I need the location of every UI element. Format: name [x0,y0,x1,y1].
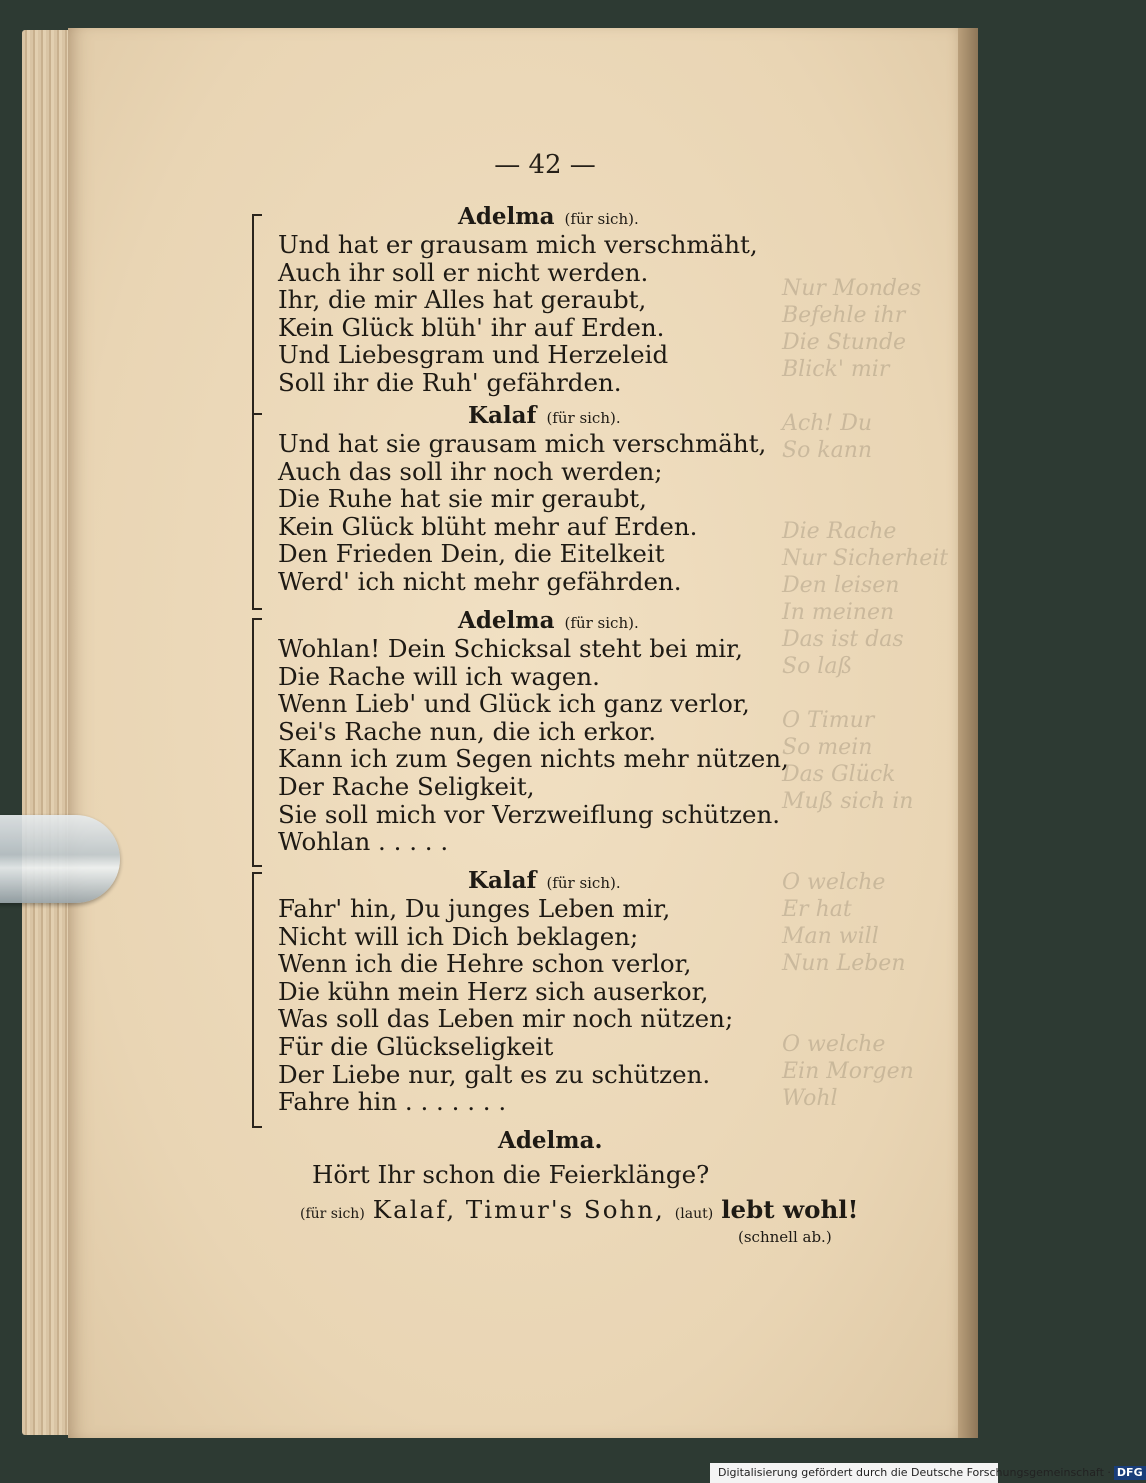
verse-line: Der Liebe nur, galt es zu schützen. [278,1059,711,1089]
brace-kalaf-2 [252,872,262,1128]
ghost-line: In meinen [782,600,895,625]
farewell: lebt wohl! [721,1195,859,1224]
ghost-line: Muß sich in [782,789,914,814]
verse-line: Ihr, die mir Alles hat geraubt, [278,285,647,315]
ghost-line: Wohl [782,1086,838,1111]
ghost-line: Das ist das [782,627,904,652]
ghost-line: Die Rache [782,519,897,544]
spaced-name: Kalaf, Timur's Sohn, [372,1195,665,1224]
stage-direction: (für sich). [564,210,639,228]
brace-kalaf-1 [252,413,262,610]
stage-direction: (für sich) [300,1206,365,1222]
ghost-line: Ach! Du [782,411,873,436]
verse-line: Fahre hin . . . . . . . [278,1087,507,1117]
ghost-line [782,1004,962,1031]
verse-line: Die kühn mein Herz sich auserkor, [278,976,709,1006]
verse-line: Sie soll mich vor Verzweiflung schützen. [278,799,781,829]
ghost-line: So mein [782,735,873,760]
speaker-name: Adelma [458,203,555,230]
verse-line: Für die Glückseligkeit [278,1032,554,1061]
verse-line: Wenn ich die Hehre schon verlor, [278,949,692,979]
ghost-line: O Timur [782,708,875,733]
verse-line: Kein Glück blüht mehr auf Erden. [278,511,698,541]
verse-line: Nicht will ich Dich beklagen; [278,921,639,951]
ghost-line: Nun Leben [782,951,906,976]
speaker-heading-final: Adelma. [498,1127,603,1154]
ghost-line: Das Glück [782,762,896,787]
verse-line: Wohlan! Dein Schicksal steht bei mir, [278,634,743,663]
brace-adelma-2 [252,618,262,867]
verse-line: Sei's Rache nun, die ich erkor. [278,716,657,746]
page-clip [0,815,120,903]
verse-line: Soll ihr die Ruh' gefährden. [278,368,622,397]
verse-line: Fahr' hin, Du junges Leben mir, [278,894,671,923]
ghost-line: O welche [782,1032,886,1057]
ghost-line: Ein Morgen [782,1059,914,1084]
verse-line-final-1: Hört Ihr schon die Feierklänge? [312,1160,710,1189]
stage-direction: (für sich). [546,409,621,427]
ghost-line: So laß [782,654,853,679]
speaker-heading [468,402,621,429]
ghost-line: Den leisen [782,573,900,598]
ghost-line [782,491,962,518]
digitization-footer [710,1463,1143,1483]
ghost-line [782,977,962,1004]
verse-line: Werd' ich nicht mehr gefährden. [278,567,682,596]
footer-text: Digitalisierung gefördert durch die Deutsche Forschungsgemeinschaft · [718,1466,1111,1479]
ghost-line: Befehle ihr [782,303,906,328]
verse-line: Die Rache will ich wagen. [278,661,600,691]
speaker-heading [458,203,639,230]
speaker-heading [458,607,639,634]
speaker-name: Adelma [458,607,555,634]
ghost-line: O welche [782,870,886,895]
page-number: — 42 — [494,150,596,180]
verse-line: Und hat sie grausam mich verschmäht, [278,429,767,458]
ghost-line: Nur Mondes [782,276,922,301]
verse-line: Die Ruhe hat sie mir geraubt, [278,484,647,514]
ghost-line: So kann [782,438,873,463]
speaker-heading [468,867,621,894]
ghost-line [782,680,962,707]
verse-line: Kann ich zum Segen nichts mehr nützen, [278,744,789,774]
verse-line: Auch ihr soll er nicht werden. [278,257,649,287]
verse-line: Den Frieden Dein, die Eitelkeit [278,539,665,569]
ghost-line: Er hat [782,897,852,922]
ghost-line: Die Stunde [782,330,907,355]
verse-line: Und hat er grausam mich verschmäht, [278,230,758,259]
stage-direction: (für sich). [564,614,639,632]
stage-direction: (für sich). [546,874,621,892]
ghost-line [782,842,962,869]
ghost-line: Blick' mir [782,357,890,382]
ghost-line: Man will [782,924,879,949]
verse-line: Was soll das Leben mir noch nützen; [278,1004,734,1034]
stage-direction: (laut) [674,1206,714,1222]
ghost-line [782,464,962,491]
verse-line: Wenn Lieb' und Glück ich ganz verlor, [278,689,750,719]
verse-line: Kein Glück blüh' ihr auf Erden. [278,312,665,342]
speaker-name: Kalaf [468,867,537,894]
verse-line: Auch das soll ihr noch werden; [278,456,663,486]
ghost-line: Nur Sicherheit [782,546,949,571]
verse-line: Der Rache Seligkeit, [278,772,535,801]
ghost-line [782,383,962,410]
exit-direction: (schnell ab.) [738,1228,832,1246]
speaker-name: Kalaf [468,402,537,429]
dfg-logo: DFG [1114,1466,1146,1480]
ghost-line [782,815,962,842]
show-through-text [782,275,962,1235]
verse-line: Wohlan . . . . . [278,827,449,857]
brace-adelma-1 [252,214,262,415]
verse-line: Und Liebesgram und Herzeleid [278,340,669,370]
verse-line-final-2 [300,1195,858,1224]
